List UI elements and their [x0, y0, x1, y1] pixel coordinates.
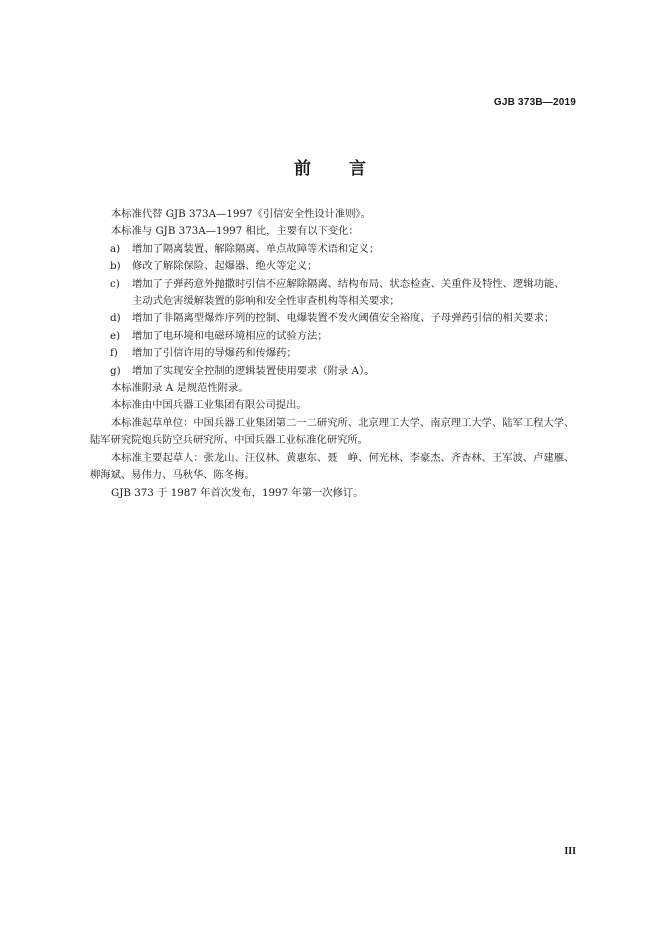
list-item	[90, 345, 578, 362]
drafters-paragraph: 本标准主要起草人：张龙山、汪仪林、黄惠东、聂 峥、何光林、李豪杰、齐杏林、王军波、卢建雁、柳海斌、易伟力、马秋华、陈冬梅。	[90, 451, 575, 482]
list-item	[90, 328, 578, 345]
list-item-marker: e)	[110, 329, 121, 342]
list-item-marker: b)	[110, 260, 121, 273]
list-item	[90, 363, 578, 380]
list-item-marker: f)	[110, 347, 118, 360]
foreword-body	[90, 206, 578, 502]
list-item-marker: g)	[110, 364, 121, 377]
changes-list	[90, 241, 578, 380]
drafting-units-paragraph: 本标准起草单位：中国兵器工业集团第二一二研究所、北京理工大学、南京理工大学、陆军工程大学、陆军研究院炮兵防空兵研究所、中国兵器工业标准化研究所。	[90, 416, 575, 447]
page-title-char-2: 言	[349, 159, 368, 179]
list-item-marker: d)	[110, 312, 121, 325]
list-item	[90, 310, 578, 327]
list-item-text: 修改了解除保险、起爆器、绝火等定义；	[132, 260, 318, 273]
list-item-continuation: 主动式危害缓解装置的影响和安全性审查机构等相关要求；	[132, 295, 400, 308]
appendix-paragraph: 本标准附录 A 是规范性附录。	[111, 382, 249, 395]
history-paragraph: GJB 373 于 1987 年首次发布，1997 年第一次修订。	[111, 486, 364, 499]
proposer-paragraph: 本标准由中国兵器工业集团有限公司提出。	[111, 399, 307, 412]
page-number: III	[564, 846, 576, 857]
list-item-text: 增加了隔离装置、解除隔离、单点故障等术语和定义；	[132, 242, 380, 255]
list-item-text: 增加了子弹药意外抛撒时引信不应解除隔离、结构布局、状态检查、关重件及特性、逻辑功能、	[132, 277, 565, 290]
changes-intro-paragraph: 本标准与 GJB 373A—1997 相比，主要有以下变化：	[111, 225, 359, 238]
list-item	[90, 241, 578, 258]
replacement-paragraph: 本标准代替 GJB 373A—1997《引信安全性设计准则》。	[111, 208, 371, 220]
list-item-text: 增加了引信许用的导爆药和传爆药；	[132, 347, 297, 360]
list-item	[90, 258, 578, 275]
list-item	[90, 276, 578, 293]
page-title	[0, 154, 662, 179]
standard-code: GJB 373B—2019	[493, 97, 576, 108]
list-item-text: 增加了电环境和电磁环境相应的试验方法；	[132, 329, 328, 342]
list-item-marker: c)	[110, 277, 120, 290]
list-item-marker: a)	[110, 242, 121, 255]
page-title-char-1: 前	[294, 159, 313, 179]
list-item-text: 增加了非隔离型爆炸序列的控制、电爆装置不发火阈值安全裕度、子母弹药引信的相关要求；	[132, 312, 555, 325]
list-item-text: 增加了实现安全控制的逻辑装置使用要求（附录 A）。	[132, 364, 375, 377]
